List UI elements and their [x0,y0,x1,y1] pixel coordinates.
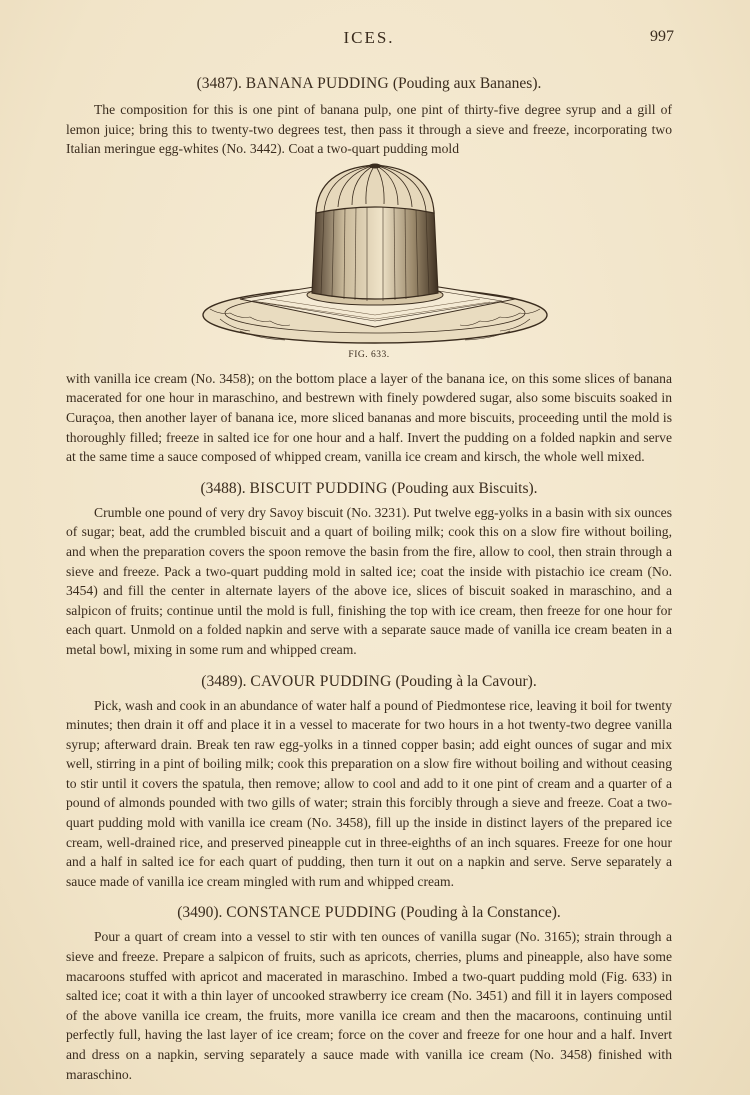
recipe-name: CONSTANCE PUDDING [226,904,397,922]
recipe-french-name: (Pouding à la Cavour). [395,672,537,690]
recipe-number: (3490). [177,904,223,922]
recipe-number: (3487). [196,75,242,92]
recipe-name: CAVOUR PUDDING [250,672,392,690]
recipe-number: (3488). [200,479,246,497]
recipe-paragraph-3487-b: with vanilla ice cream (No. 3458); on the bottom place a layer of the banana ice, on this some slices of banana macerated for one hour in maraschino, and bestrewn with finely powdered sugar, also some biscuits soaked in Curaçoa, then another layer of banana ice, more sliced bananas and more biscuits, proceeding until the mold is thoroughly filled; freeze in salted ice for one hour and a half. Invert the pudding on a folded napkin and serve at the same time a sauce composed of whipped cream, vanilla ice cream and kirsch, the whole well mixed. [66,370,672,465]
chapter-title: ICES. [343,28,395,47]
recipe-heading-3489 [66,672,672,692]
recipe-paragraph-3488: Crumble one pound of very dry Savoy biscuit (No. 3231). Put twelve egg-yolks in a basin with six ounces of sugar; beat, add the crumbled biscuit and a quart of boiling milk; cook this on a slow fire without boiling, and when the preparation covers the spoon remove the basin from the fire, allow to cool, then strain through a sieve and freeze. Pack a two-quart pudding mold in salted ice; coat the inside with pistachio ice cream (No. 3454) and fill the center in alternate layers of the above ice, slices of biscuit soaked in maraschino, and a salpicon of fruits; continue until the mold is full, finishing the top with ice cream, then freeze for one hour for each quart. Unmold on a folded napkin and serve with a separate sauce made of vanilla ice cream beaten in a metal bowl, mixing in some rum and whipped cream. [66,504,672,657]
recipe-number: (3489). [201,672,247,690]
recipe-heading-3487 [66,74,672,94]
recipe-name: BANANA PUDDING [245,75,389,92]
running-head [66,0,672,46]
pudding-mold-illustration-icon [200,159,550,349]
recipe-name: BISCUIT PUDDING [249,479,388,497]
recipe-french-name: (Pouding aux Bananes). [392,75,542,92]
recipe-paragraph-3487-a: The composition for this is one pint of banana pulp, one pint of thirty-five degree syrup and a gill of lemon juice; bring this to twenty-two degrees test, then pass it through a sieve and freeze, incorporating two Italian meringue egg-whites (No. 3442). Coat a two-quart pudding mold [66,102,672,157]
recipe-french-name: (Pouding aux Biscuits). [391,479,538,497]
recipe-paragraph-3489: Pick, wash and cook in an abundance of water half a pound of Piedmontese rice, leaving it boil for twenty minutes; then drain it off and place it in a vessel to macerate for two hours in a hot twenty-two degree vanilla syrup; afterward drain. Break ten raw egg-yolks in a tinned copper basin; add eight ounces of sugar and mix well, stirring in a pint of boiling milk; cook this preparation on a slow fire without boiling and without ceasing to stir until it covers the spatula, then remove; allow to cool and add to it one pint of cream and a quarter of a pound of almonds pounded with two gills of water; strain this forcibly through a sieve and freeze. Coat a two-quart pudding mold with vanilla ice cream (No. 3458), fill up the inside in distinct layers of the prepared ice cream, well-drained rice, and preserved pineapple cut in three-eighths of an inch squares. Freeze for one hour and a half in salted ice for each quart of pudding, then turn it out on a napkin and serve. Serve separately a sauce made of vanilla ice cream mingled with rum and whipped cream. [66,697,672,889]
figure-caption: FIG. 633. [348,349,390,360]
page-number: 997 [650,28,674,45]
recipe-heading-3490 [66,903,672,923]
recipe-french-name: (Pouding à la Constance). [400,904,561,922]
recipe-heading-3488 [66,479,672,499]
recipe-paragraph-3490: Pour a quart of cream into a vessel to stir with ten ounces of vanilla sugar (No. 3165); strain through a sieve and freeze. Prepare a salpicon of fruits, such as apricots, cherries, plums and pineapple, also have some macaroons stuffed with apricot and macerated in maraschino. Imbed a two-quart pudding mold (Fig. 633) in salted ice; coat it with a thin layer of uncooked strawberry ice cream (No. 3451) and fill it in layers composed of the above vanilla ice cream, the fruits, more vanilla ice cream and then the macaroons, continuing until perfectly full, having the last layer of ice cream; force on the cover and freeze for one hour and a half. Invert and dress on a napkin, serving separately a sauce made with vanilla ice cream (No. 3458) finished with maraschino. [66,929,672,1082]
figure-633 [66,159,672,369]
